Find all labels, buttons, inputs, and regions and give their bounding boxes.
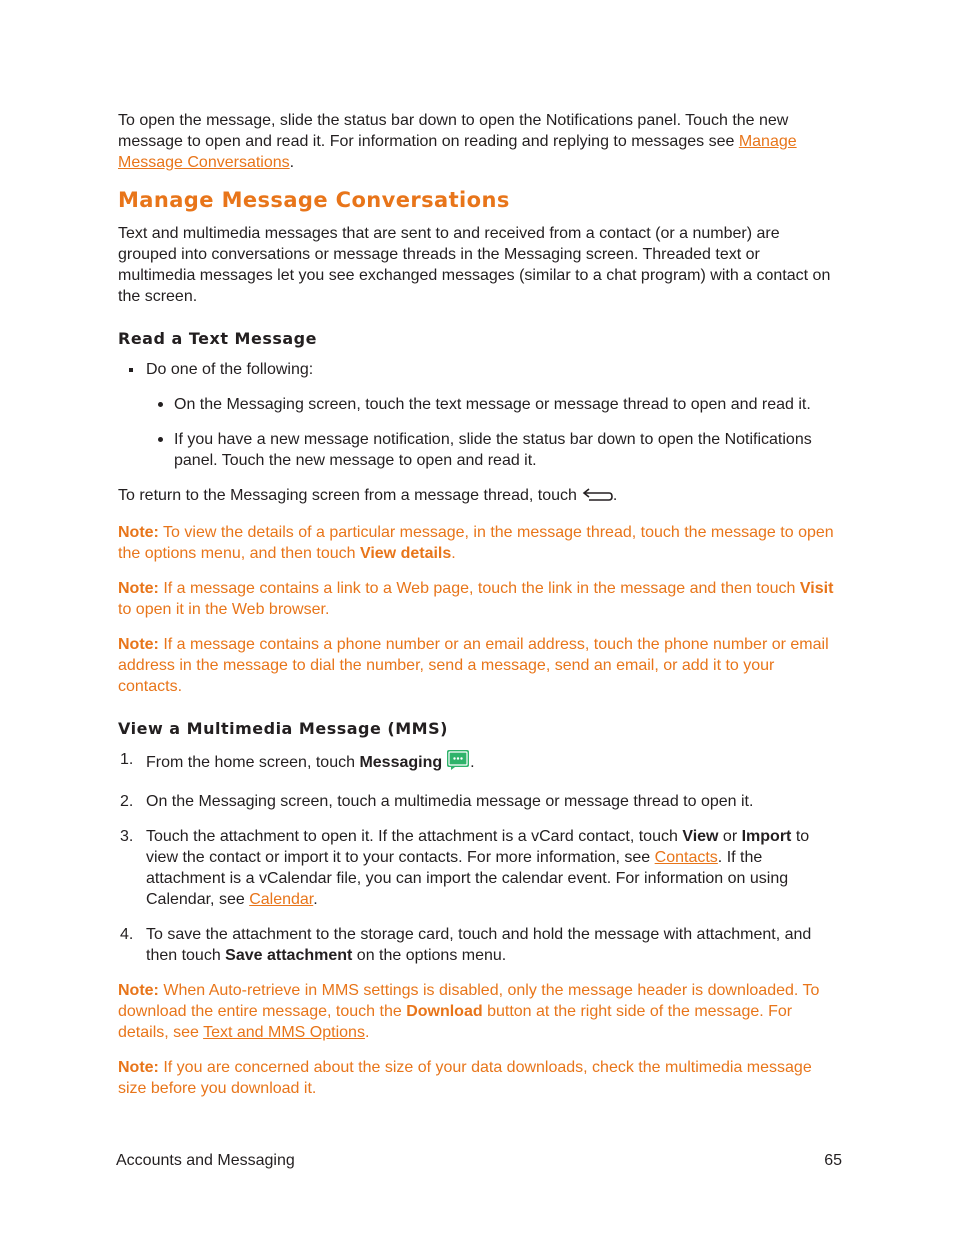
note-view-details [118, 522, 838, 564]
list-item [118, 359, 838, 471]
note-label: Note: [118, 982, 159, 999]
note-label: Note: [118, 524, 159, 541]
return-end: . [612, 487, 618, 504]
note-end: to open it in the Web browser. [118, 601, 330, 618]
step-number: 3. [120, 828, 134, 845]
subsection-title-read-text: Read a Text Message [118, 329, 317, 348]
step-text: Touch the attachment to open it. If the attachment is a vCard contact, touch [146, 828, 683, 845]
manage-conversations-link[interactable]: Manage Message Conversations [118, 133, 797, 171]
subsection-title-view-mms: View a Multimedia Message (MMS) [118, 719, 448, 738]
step-text: To save the attachment to the storage card, touch and hold the message with attachment, and then touch [146, 926, 812, 964]
back-arrow-icon [581, 487, 613, 508]
list-item: If you have a new message notification, slide the status bar down to open the Notifications panel. Touch the new message to open and read it. [146, 429, 838, 471]
step-text: to view the contact or import it to your contacts. For more information, see [146, 828, 810, 866]
step-text: From the home screen, touch [146, 754, 360, 771]
step-text: . If the attachment is a vCalendar file, you can import the calendar event. For information on using Calendar, see [146, 849, 789, 908]
section-title-manage-conversations: Manage Message Conversations [118, 188, 510, 212]
intro-text: To open the message, slide the status bar down to open the Notifications panel. Touch the new message to open and read it. For information on reading and replying to messages see [118, 112, 789, 150]
note-text: If a message contains a phone number or an email address, touch the phone number or email address in the message to dial the number, send a message, send an email, or add it to your contacts. [118, 636, 829, 695]
step-number: 2. [120, 793, 134, 810]
note-label: Note: [118, 580, 159, 597]
note-text: When Auto-retrieve in MMS settings is disabled, only the message header is downloaded. To download the entire message, touch the [118, 982, 820, 1020]
list-item-text: Do one of the following: [146, 361, 314, 378]
step-end: . [470, 754, 475, 771]
list-item [118, 749, 838, 777]
list-item [118, 791, 838, 812]
note-text: To view the details of a particular message, in the message thread, touch the message to open the options menu, and then touch [118, 524, 834, 562]
note-bold: View details [359, 545, 452, 562]
contacts-link[interactable]: Contacts [654, 849, 718, 866]
return-text: To return to the Messaging screen from a message thread, touch [118, 487, 577, 504]
step-bold: Save attachment [225, 947, 353, 964]
list-item [118, 924, 838, 966]
return-paragraph [118, 485, 838, 508]
step-bold: View [682, 828, 719, 845]
step-text: or [718, 828, 742, 845]
step-number: 4. [120, 926, 134, 943]
intro-paragraph [118, 110, 838, 173]
note-phone-email [118, 634, 838, 697]
messaging-app-icon [446, 749, 470, 777]
note-label: Note: [118, 1059, 159, 1076]
note-text: button at the right side of the message. For details, see [118, 1003, 793, 1041]
footer-page-number: 65 [824, 1152, 842, 1169]
step-bold: Import [741, 828, 792, 845]
note-text: If a message contains a link to a Web page, touch the link in the message and then touch [158, 580, 800, 597]
note-web-link [118, 578, 838, 620]
read-steps-list [118, 359, 838, 471]
note-label: Note: [118, 636, 159, 653]
note-auto-retrieve [118, 980, 838, 1043]
note-end: . [451, 545, 456, 562]
list-item [118, 826, 838, 910]
note-data-size [118, 1057, 838, 1099]
text-mms-options-link[interactable]: Text and MMS Options [203, 1024, 365, 1041]
manage-conversations-body: Text and multimedia messages that are sent to and received from a contact (or a number) are grouped into conversations or message threads in the Messaging screen. Threaded text or multimedia messages let you see exchanged messages (similar to a chat program) with a contact on the screen. [118, 225, 831, 305]
note-bold: Download [406, 1003, 483, 1020]
step-bold: Messaging [359, 754, 443, 771]
read-options-list [146, 394, 838, 471]
page-content [118, 110, 838, 1113]
footer-section-name: Accounts and Messaging [116, 1152, 295, 1169]
step-end: . [313, 891, 318, 908]
step-number: 1. [120, 751, 134, 768]
intro-end: . [289, 154, 295, 171]
calendar-link[interactable]: Calendar [249, 891, 314, 908]
list-item: On the Messaging screen, touch the text message or message thread to open and read it. [146, 394, 838, 415]
mms-steps-list [118, 749, 838, 966]
step-end: on the options menu. [352, 947, 507, 964]
note-bold: Visit [799, 580, 834, 597]
step-text: On the Messaging screen, touch a multimedia message or message thread to open it. [146, 793, 754, 810]
note-text: If you are concerned about the size of your data downloads, check the multimedia message size before you download it. [118, 1059, 812, 1097]
note-end: . [364, 1024, 370, 1041]
